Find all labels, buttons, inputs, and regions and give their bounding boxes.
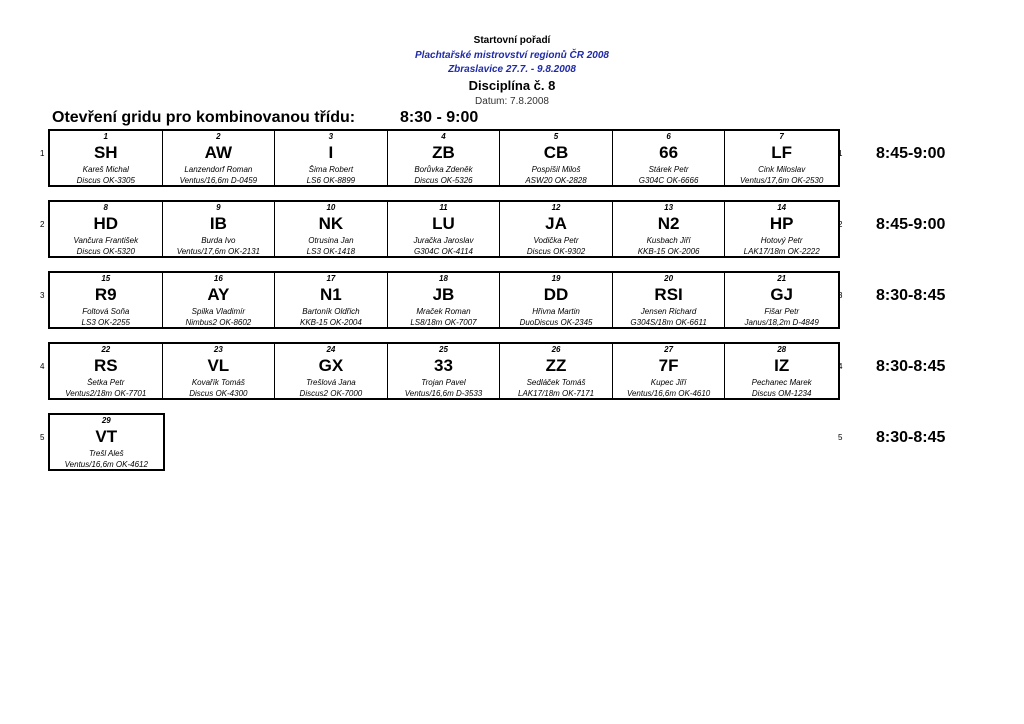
- start-number: 7: [779, 132, 784, 141]
- pilot-name: Sedláček Tomáš: [526, 378, 586, 387]
- glider-cell: [275, 344, 388, 398]
- start-number: 19: [551, 274, 561, 283]
- pilot-name: Bartoník Oldřich: [302, 307, 360, 316]
- competition-id: NK: [318, 214, 344, 233]
- competition-id: RSI: [654, 285, 683, 304]
- competition-dates: Zbraslavice 27.7. - 9.8.2008: [448, 64, 576, 75]
- competition-id: IB: [209, 214, 227, 233]
- glider-cell: [50, 344, 163, 398]
- glider-cell: [388, 131, 501, 185]
- start-number: 13: [664, 203, 674, 212]
- glider-cell: [50, 273, 163, 327]
- start-number: 1: [103, 132, 108, 141]
- glider-type-registration: Ventus/17,6m OK-2530: [740, 176, 824, 185]
- start-number: 25: [439, 345, 448, 354]
- pilot-name: Kupec Jiří: [650, 378, 687, 387]
- start-number: 14: [777, 203, 787, 212]
- glider-type-registration: Discus OK-9302: [526, 247, 586, 256]
- glider-cell: [50, 131, 163, 185]
- pilot-name: Stárek Petr: [648, 165, 689, 174]
- glider-type-registration: LS8/18m OK-7007: [410, 318, 477, 327]
- grid-line: [48, 200, 843, 258]
- pilot-name: Fišar Petr: [764, 307, 799, 316]
- start-number: 9: [216, 203, 221, 212]
- glider-type-registration: Nimbus2 OK-8602: [185, 318, 252, 327]
- start-number: 26: [551, 345, 561, 354]
- pilot-name: Lanzendorf Roman: [184, 165, 253, 174]
- line-number-right: 5: [838, 433, 843, 442]
- glider-type-registration: KKB-15 OK-2004: [300, 318, 362, 327]
- grid-opening-label: Otevření gridu pro kombinovanou třídu:: [52, 109, 356, 126]
- pilot-name: Juračka Jaroslav: [413, 236, 474, 245]
- glider-type-registration: Discus OK-3305: [76, 176, 135, 185]
- glider-cell: [388, 344, 501, 398]
- pilot-name: Vodička Petr: [533, 236, 579, 245]
- glider-type-registration: LS6 OK-8899: [306, 176, 356, 185]
- glider-type-registration: KKB-15 OK-2006: [637, 247, 700, 256]
- launch-time-slot: 8:45-9:00: [876, 216, 946, 233]
- line-number-left: 3: [40, 291, 45, 300]
- document-title: Startovní pořadí: [473, 35, 551, 46]
- glider-type-registration: Discus OK-5320: [76, 247, 135, 256]
- start-number: 11: [439, 203, 448, 212]
- glider-cell: [613, 273, 726, 327]
- start-number: 5: [553, 132, 559, 141]
- line-number-left: 2: [40, 220, 45, 229]
- glider-type-registration: LS3 OK-2255: [81, 318, 131, 327]
- grid-line: [48, 342, 843, 400]
- launch-time-slot: 8:30-8:45: [876, 429, 946, 446]
- pilot-name: Kusbach Jiří: [646, 236, 691, 245]
- glider-type-registration: Ventus/16,6m OK-4610: [626, 389, 711, 398]
- launch-time-slot: 8:30-8:45: [876, 358, 946, 375]
- pilot-name: Kareš Michal: [82, 165, 129, 174]
- pilot-name: Šetka Petr: [87, 378, 125, 387]
- glider-cell: [388, 202, 501, 256]
- pilot-name: Hřivna Martin: [532, 307, 580, 316]
- start-number: 23: [213, 345, 223, 354]
- start-number: 22: [101, 345, 111, 354]
- start-number: 4: [441, 132, 446, 141]
- glider-type-registration: Discus OK-5326: [414, 176, 473, 185]
- pilot-name: Spilka Vladimír: [191, 307, 246, 316]
- glider-cell: [50, 415, 163, 469]
- glider-type-registration: Discus2 OK-7000: [299, 389, 363, 398]
- discipline-date: Datum: 7.8.2008: [475, 96, 549, 107]
- glider-type-registration: G304C OK-4114: [413, 247, 473, 256]
- glider-cell: [388, 273, 501, 327]
- glider-cell: [725, 273, 838, 327]
- start-number: 8: [103, 203, 108, 212]
- pilot-name: Kovařík Tomáš: [191, 378, 245, 387]
- pilot-name: Šima Robert: [308, 165, 354, 174]
- competition-id: LU: [432, 214, 455, 233]
- glider-cell: [500, 273, 613, 327]
- glider-cell: [725, 202, 838, 256]
- competition-id: DD: [543, 285, 569, 304]
- pilot-name: Burda Ivo: [201, 236, 236, 245]
- line-number-right: 4: [838, 362, 843, 371]
- glider-cell: [275, 131, 388, 185]
- glider-cell: [163, 344, 276, 398]
- start-number: 17: [326, 274, 336, 283]
- pilot-name: Vančura František: [73, 236, 139, 245]
- start-number: 16: [213, 274, 223, 283]
- competition-id: LF: [771, 143, 793, 162]
- competition-id: GX: [318, 356, 344, 375]
- glider-cell: [163, 273, 276, 327]
- pilot-name: Trojan Pavel: [421, 378, 466, 387]
- pilot-name: Jensen Richard: [640, 307, 697, 316]
- glider-cell: [613, 344, 726, 398]
- glider-cell: [500, 202, 613, 256]
- competition-id: VT: [95, 427, 118, 446]
- competition-name: Plachtařské mistrovství regionů ČR 2008: [415, 50, 609, 61]
- glider-cell: [163, 131, 276, 185]
- pilot-name: Hotový Petr: [760, 236, 803, 245]
- glider-cell: [163, 202, 276, 256]
- start-number: 27: [664, 345, 674, 354]
- pilot-name: Mraček Roman: [416, 307, 471, 316]
- competition-id: 33: [434, 356, 453, 375]
- competition-id: N1: [320, 285, 342, 304]
- pilot-name: Trešl Aleš: [88, 449, 124, 458]
- line-number-right: 2: [838, 220, 843, 229]
- competition-id: GJ: [770, 285, 793, 304]
- competition-id: RS: [93, 356, 118, 375]
- competition-id: AW: [204, 143, 233, 162]
- discipline-title: Disciplína č. 8: [468, 78, 556, 93]
- start-number: 24: [326, 345, 336, 354]
- competition-id: AY: [207, 285, 230, 304]
- grid-line: [48, 129, 843, 187]
- competition-id: VL: [207, 356, 230, 375]
- grid-opening-time: 8:30 - 9:00: [400, 109, 479, 126]
- glider-type-registration: G304S/18m OK-6611: [630, 318, 707, 327]
- glider-cell: [725, 131, 838, 185]
- glider-type-registration: Ventus/16,6m D-0459: [179, 176, 258, 185]
- glider-type-registration: LS3 OK-1418: [306, 247, 356, 256]
- competition-id: N2: [657, 214, 680, 233]
- competition-id: JB: [432, 285, 455, 304]
- start-number: 6: [666, 132, 671, 141]
- glider-type-registration: Ventus/17,6m OK-2131: [176, 247, 260, 256]
- competition-id: IZ: [774, 356, 790, 375]
- glider-type-registration: LAK17/18m OK-2222: [743, 247, 820, 256]
- glider-type-registration: ASW20 OK-2828: [525, 176, 587, 185]
- start-number: 20: [664, 274, 674, 283]
- start-number: 29: [101, 416, 111, 425]
- pilot-name: Foltová Soňa: [82, 307, 130, 316]
- start-number: 18: [439, 274, 448, 283]
- competition-id: SH: [93, 143, 118, 162]
- glider-type-registration: G304C OK-6666: [638, 176, 699, 185]
- pilot-name: Pechanec Marek: [751, 378, 812, 387]
- pilot-name: Borůvka Zdeněk: [414, 165, 473, 174]
- competition-id: 7F: [658, 356, 679, 375]
- grid-line: [48, 413, 165, 471]
- competition-id: HD: [93, 214, 119, 233]
- launch-time-slot: 8:30-8:45: [876, 287, 946, 304]
- start-number: 28: [777, 345, 787, 354]
- line-number-left: 4: [40, 362, 45, 371]
- line-number-right: 3: [838, 291, 843, 300]
- pilot-name: Pospíšil Miloš: [531, 165, 581, 174]
- competition-id: CB: [543, 143, 569, 162]
- start-number: 3: [328, 132, 334, 141]
- glider-type-registration: LAK17/18m OK-7171: [518, 389, 595, 398]
- glider-type-registration: DuoDiscus OK-2345: [519, 318, 593, 327]
- competition-id: I: [328, 143, 334, 162]
- glider-type-registration: Ventus/16,6m D-3533: [404, 389, 483, 398]
- glider-cell: [50, 202, 163, 256]
- glider-type-registration: Janus/18,2m D-4849: [744, 318, 819, 327]
- start-number: 2: [216, 132, 221, 141]
- start-number: 12: [551, 203, 561, 212]
- start-number: 15: [101, 274, 111, 283]
- start-number: 10: [326, 203, 336, 212]
- glider-cell: [613, 202, 726, 256]
- pilot-name: Cink Miloslav: [758, 165, 806, 174]
- start-number: 21: [777, 274, 787, 283]
- line-number-right: 1: [838, 149, 843, 158]
- glider-type-registration: Discus OK-4300: [189, 389, 248, 398]
- launch-time-slot: 8:45-9:00: [876, 145, 946, 162]
- line-number-left: 1: [40, 149, 45, 158]
- glider-cell: [275, 202, 388, 256]
- glider-cell: [500, 131, 613, 185]
- competition-id: JA: [545, 214, 567, 233]
- glider-cell: [500, 344, 613, 398]
- pilot-name: Trešlová Jana: [306, 378, 356, 387]
- competition-id: R9: [94, 285, 117, 304]
- competition-id: 66: [659, 143, 679, 162]
- glider-type-registration: Discus OM-1234: [751, 389, 812, 398]
- pilot-name: Otrusina Jan: [308, 236, 354, 245]
- glider-cell: [613, 131, 726, 185]
- glider-type-registration: Ventus2/18m OK-7701: [65, 389, 147, 398]
- glider-cell: [725, 344, 838, 398]
- competition-id: HP: [769, 214, 794, 233]
- competition-id: ZB: [432, 143, 455, 162]
- glider-cell: [275, 273, 388, 327]
- glider-type-registration: Ventus/16,6m OK-4612: [64, 460, 148, 469]
- grid-line: [48, 271, 843, 329]
- line-number-left: 5: [40, 433, 45, 442]
- competition-id: ZZ: [545, 356, 567, 375]
